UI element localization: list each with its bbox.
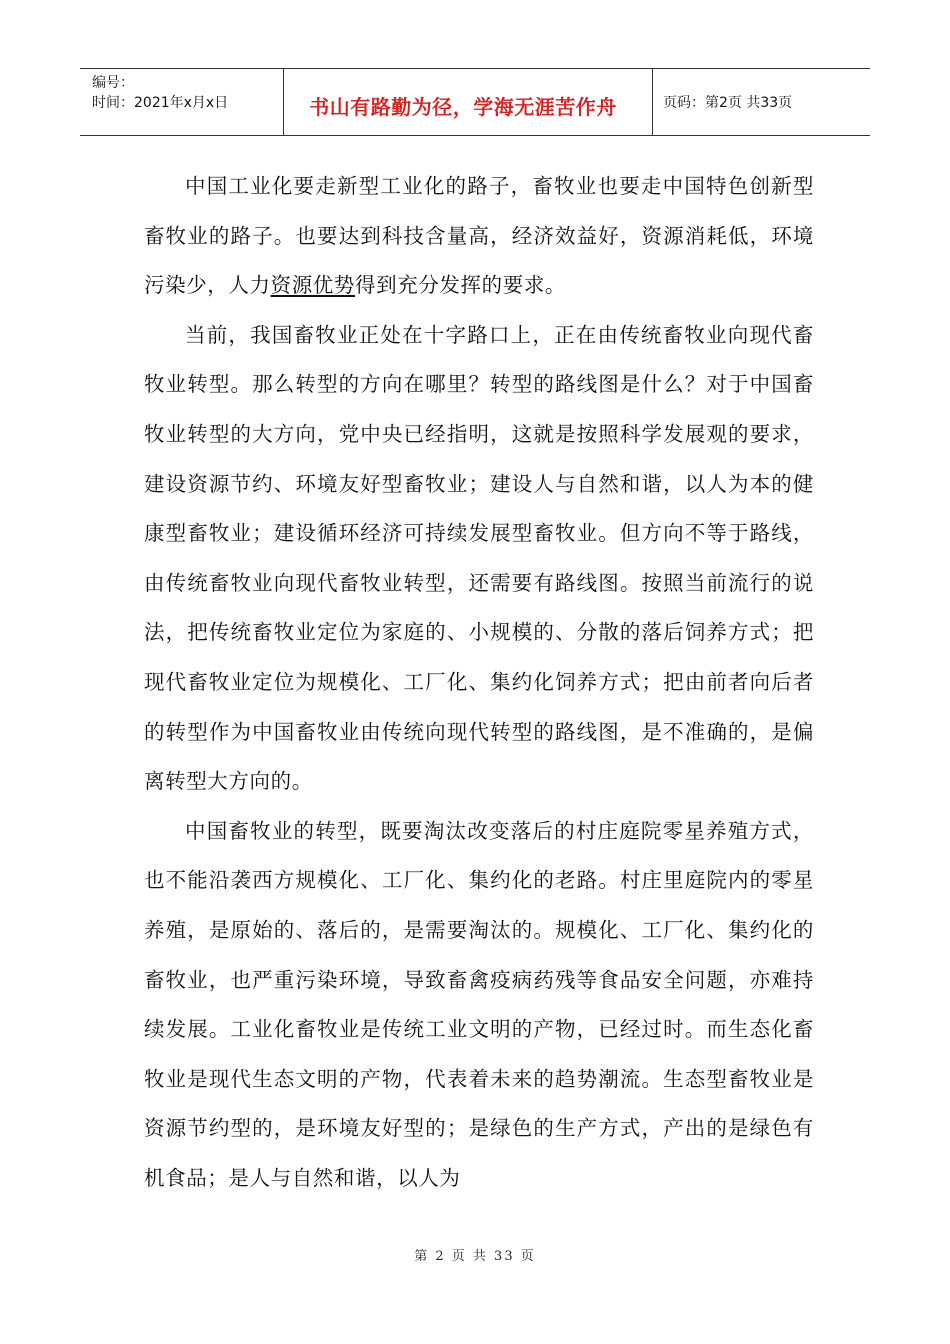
page-header <box>80 68 870 136</box>
paragraph-1 <box>144 162 814 311</box>
page-footer: 第 2 页 共 33 页 <box>414 1249 536 1264</box>
paragraph-3: 中国畜牧业的转型，既要淘汰改变落后的村庄庭院零星养殖方式，也不能沿袭西方规模化、工厂化、集约化的老路。村庄里庭院内的零星养殖，是原始的、落后的，是需要淘汰的。规模化、工厂化、集约化的畜牧业，也严重污染环境，导致畜禽疫病药残等食品安全问题，亦难持续发展。工业化畜牧业是传统工业文明的产物，已经过时。而生态化畜牧业是现代生态文明的产物，代表着未来的趋势潮流。生态型畜牧业是资源节约型的，是环境友好型的；是绿色的生产方式，产出的是绿色有机食品；是人与自然和谐，以人为 <box>144 818 814 1190</box>
header-motto: 书山有路勤为径，学海无涯苦作舟 <box>309 94 617 119</box>
header-meta <box>80 69 283 135</box>
header-page-info <box>653 69 870 135</box>
header-motto-cell <box>283 69 653 135</box>
document-time-label: 时间：2021年x月x日 <box>92 95 229 111</box>
paragraph-1-text-b: 得到充分发挥的要求。 <box>355 273 567 298</box>
document-number-label: 编号： <box>92 75 134 91</box>
resource-advantage-link[interactable]: 资源优势 <box>270 273 356 298</box>
document-body <box>144 162 814 1203</box>
paragraph-1-text-a: 中国工业化要走新型工业化的路子，畜牧业也要走中国特色创新型畜牧业的路子。也要达到科技含量高，经济效益好，资源消耗低，环境污染少，人力 <box>144 174 814 298</box>
paragraph-2: 当前，我国畜牧业正处在十字路口上，正在由传统畜牧业向现代畜牧业转型。那么转型的方向在哪里？转型的路线图是什么？对于中国畜牧业转型的大方向，党中央已经指明，这就是按照科学发展观的要求，建设资源节约、环境友好型畜牧业；建设人与自然和谐，以人为本的健康型畜牧业；建设循环经济可持续发展型畜牧业。但方向不等于路线，由传统畜牧业向现代畜牧业转型，还需要有路线图。按照当前流行的说法，把传统畜牧业定位为家庭的、小规模的、分散的落后饲养方式；把现代畜牧业定位为规模化、工厂化、集约化饲养方式；把由前者向后者的转型作为中国畜牧业由传统向现代转型的路线图，是不准确的，是偏离转型大方向的。 <box>144 322 814 794</box>
header-page-number: 页码：第2页 共33页 <box>663 95 793 111</box>
